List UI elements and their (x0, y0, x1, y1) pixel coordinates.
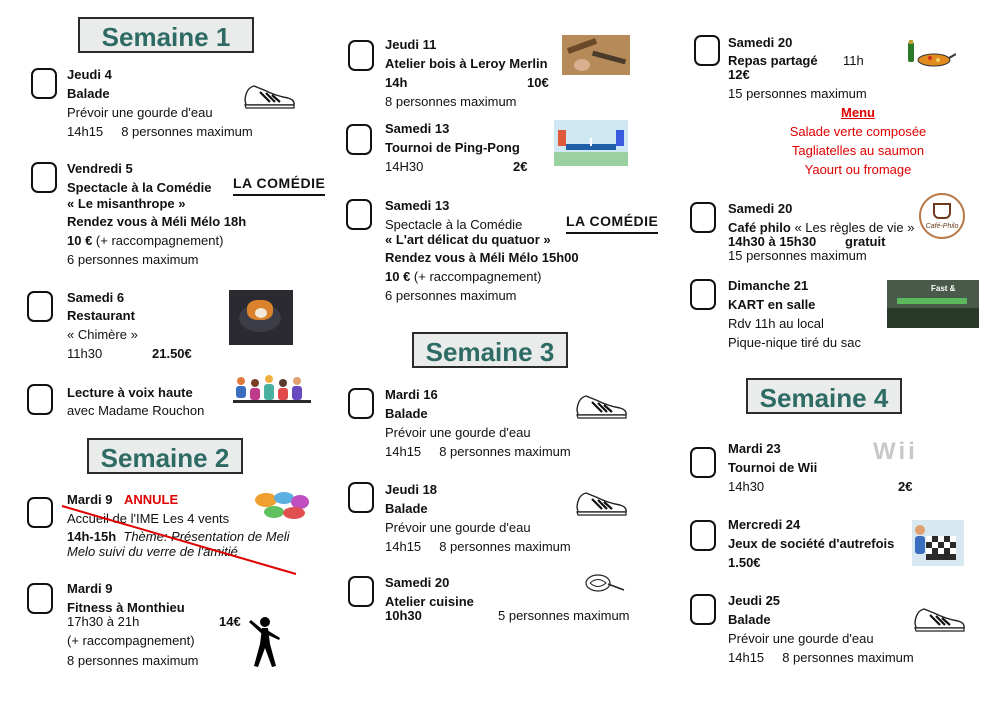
event-date: Dimanche 21 (728, 278, 809, 293)
event-capacity: 6 personnes maximum (385, 288, 517, 303)
comedie-logo: LA COMÉDIE (566, 214, 658, 234)
event-time: 17h30 à 21h (67, 614, 140, 629)
event-capacity: 8 personnes maximum (385, 94, 517, 109)
event-date: Mardi 16 (385, 387, 438, 402)
event-subtitle: « Chimère » (67, 327, 138, 342)
week-1-heading: Semaine 1 (78, 17, 254, 53)
event-date: Samedi 20 (728, 201, 793, 216)
event-date: Vendredi 5 (67, 161, 133, 176)
event-title: Fitness à Monthieu (67, 600, 185, 615)
event-title: Tournoi de Wii (728, 460, 818, 475)
event-time: 11h (843, 53, 864, 68)
checkbox-icon[interactable] (31, 162, 57, 193)
event-note: Prévoir une gourde d'eau (385, 520, 531, 535)
shared-meal-icon (904, 40, 956, 70)
event-capacity: 15 personnes maximum (728, 86, 867, 101)
event-title: Atelier cuisine (385, 594, 474, 609)
event-date: Samedi 13 (385, 198, 450, 213)
event-capacity: 6 personnes maximum (67, 252, 199, 267)
event-price: 1.50€ (728, 555, 761, 570)
fitness-silhouette-icon (248, 616, 282, 668)
checkbox-icon[interactable] (348, 40, 374, 71)
event-date: Samedi 20 (728, 35, 793, 50)
event-note: Pique-nique tiré du sac (728, 335, 861, 350)
event-meeting: Rdv 11h au local (728, 316, 824, 331)
ping-pong-illustration (554, 120, 628, 166)
event-time-capacity: 14h15 8 personnes maximum (385, 444, 571, 459)
event-title: Jeux de société d'autrefois (728, 536, 895, 551)
kart-logo-text: Fast & (931, 284, 956, 293)
event-title: Repas partagé (728, 53, 818, 68)
event-title: Spectacle à la Comédie (67, 180, 212, 195)
checkbox-icon[interactable] (27, 291, 53, 322)
event-date: Mardi 9 (67, 581, 113, 596)
event-price: 2€ (898, 479, 913, 494)
event-title: Accueil de l'IME Les 4 vents (67, 511, 230, 526)
checkbox-icon[interactable] (348, 388, 374, 419)
event-date: Mardi 9 (67, 492, 113, 507)
restaurant-photo (229, 290, 293, 345)
sneaker-icon (574, 487, 628, 517)
woodworking-photo (562, 35, 630, 75)
speech-bubbles-icon (254, 490, 310, 520)
event-free: gratuit (845, 234, 886, 249)
event-capacity: 5 personnes maximum (498, 608, 630, 623)
event-subtitle: « L'art délicat du quatuor » (385, 232, 551, 247)
comedie-logo: LA COMÉDIE (233, 176, 325, 196)
checkbox-icon[interactable] (694, 35, 720, 66)
event-time: 11h30 (67, 346, 103, 361)
checkbox-icon[interactable] (690, 279, 716, 310)
event-price: 21.50€ (152, 346, 192, 361)
event-time: 14H30 (385, 159, 424, 174)
event-title: Balade (67, 86, 110, 101)
event-time-capacity: 14h15 8 personnes maximum (385, 539, 571, 554)
event-title: Balade (385, 406, 428, 421)
menu-title: Menu (841, 105, 875, 120)
event-title: Atelier bois à Leroy Merlin (385, 56, 548, 71)
event-date: Samedi 6 (67, 290, 125, 305)
event-time: 14h30 (728, 479, 765, 494)
event-date: Samedi 20 (385, 575, 450, 590)
checkbox-icon[interactable] (690, 594, 716, 625)
event-note: (+ raccompagnement) (67, 633, 195, 648)
event-title: Lecture à voix haute (67, 385, 193, 400)
checkbox-icon[interactable] (346, 124, 372, 155)
wii-logo: Wii (873, 438, 918, 465)
event-theme: Thème: Présentation de Meli (123, 529, 290, 544)
event-price-note: (+ raccompagnement) (92, 233, 224, 248)
checkbox-icon[interactable] (348, 482, 374, 513)
event-price: 10 € (67, 233, 93, 248)
event-subtitle: « Le misanthrope » (67, 196, 186, 211)
cancelled-label: ANNULE (124, 492, 179, 507)
sneaker-icon (242, 80, 296, 110)
event-title: Restaurant (67, 308, 135, 323)
event-time-capacity: 14h15 8 personnes maximum (67, 124, 253, 139)
event-capacity: 8 personnes maximum (67, 653, 199, 668)
event-time-capacity: 14h15 8 personnes maximum (728, 650, 914, 665)
event-subtitle: avec Madame Rouchon (67, 403, 205, 418)
event-meeting: Rendez vous à Méli Mélo 15h00 (385, 250, 579, 265)
event-date: Mercredi 24 (728, 517, 801, 532)
sneaker-icon (574, 390, 628, 420)
week-3-heading: Semaine 3 (412, 332, 568, 368)
week-2-heading: Semaine 2 (87, 438, 243, 474)
event-price: 14€ (219, 614, 241, 629)
event-title: Café philo « Les règles de vie » (728, 220, 915, 235)
event-date: Mardi 23 (728, 441, 781, 456)
event-theme-cont: Melo suivi du verre de l'amitié (67, 544, 238, 559)
week-4-heading: Semaine 4 (746, 378, 902, 414)
event-title: KART en salle (728, 297, 816, 312)
reading-group-icon (233, 373, 311, 405)
event-note: Prévoir une gourde d'eau (385, 425, 531, 440)
event-price: 12€ (728, 67, 750, 82)
event-price: 10€ (527, 75, 549, 90)
menu-item: Tagliatelles au saumon (791, 143, 925, 158)
cafe-philo-text: Café-Philo (925, 223, 959, 230)
event-note: Prévoir une gourde d'eau (728, 631, 874, 646)
checkbox-icon[interactable] (690, 520, 716, 551)
event-time: 10h30 (385, 608, 422, 623)
checkbox-icon[interactable] (690, 202, 716, 233)
event-title: Spectacle à la Comédie (385, 217, 523, 232)
event-title: Balade (728, 612, 771, 627)
event-price-line (385, 268, 541, 286)
sneaker-icon (912, 603, 966, 633)
event-price-line (67, 232, 223, 250)
checkbox-icon[interactable] (27, 497, 53, 528)
event-date: Jeudi 11 (385, 37, 437, 52)
kart-photo (887, 280, 979, 328)
checkbox-icon[interactable] (27, 583, 53, 614)
event-price: 10 € (385, 269, 411, 284)
board-game-icon (912, 520, 964, 566)
cooking-whisk-icon (584, 570, 626, 596)
checkbox-icon[interactable] (31, 68, 57, 99)
checkbox-icon[interactable] (348, 576, 374, 607)
event-title: Tournoi de Ping-Pong (385, 140, 520, 155)
checkbox-icon[interactable] (346, 199, 372, 230)
event-date: Samedi 13 (385, 121, 450, 136)
event-meeting: Rendez vous à Méli Mélo 18h (67, 214, 247, 229)
event-time: 14h30 à 15h30 (728, 234, 817, 249)
menu-item: Yaourt ou fromage (804, 162, 912, 177)
event-date: Jeudi 18 (385, 482, 438, 497)
event-note: Prévoir une gourde d'eau (67, 105, 213, 120)
checkbox-icon[interactable] (27, 384, 53, 415)
event-capacity: 15 personnes maximum (728, 248, 867, 263)
event-title: Balade (385, 501, 428, 516)
event-price: 2€ (513, 159, 528, 174)
event-date: Jeudi 4 (67, 67, 112, 82)
checkbox-icon[interactable] (690, 447, 716, 478)
event-date: Jeudi 25 (728, 593, 781, 608)
cafe-philo-logo (919, 193, 965, 239)
menu-item: Salade verte composée (789, 124, 927, 139)
event-price-note: (+ raccompagnement) (410, 269, 542, 284)
event-time: 14h-15h (67, 529, 117, 544)
event-time: 14h (385, 75, 408, 90)
